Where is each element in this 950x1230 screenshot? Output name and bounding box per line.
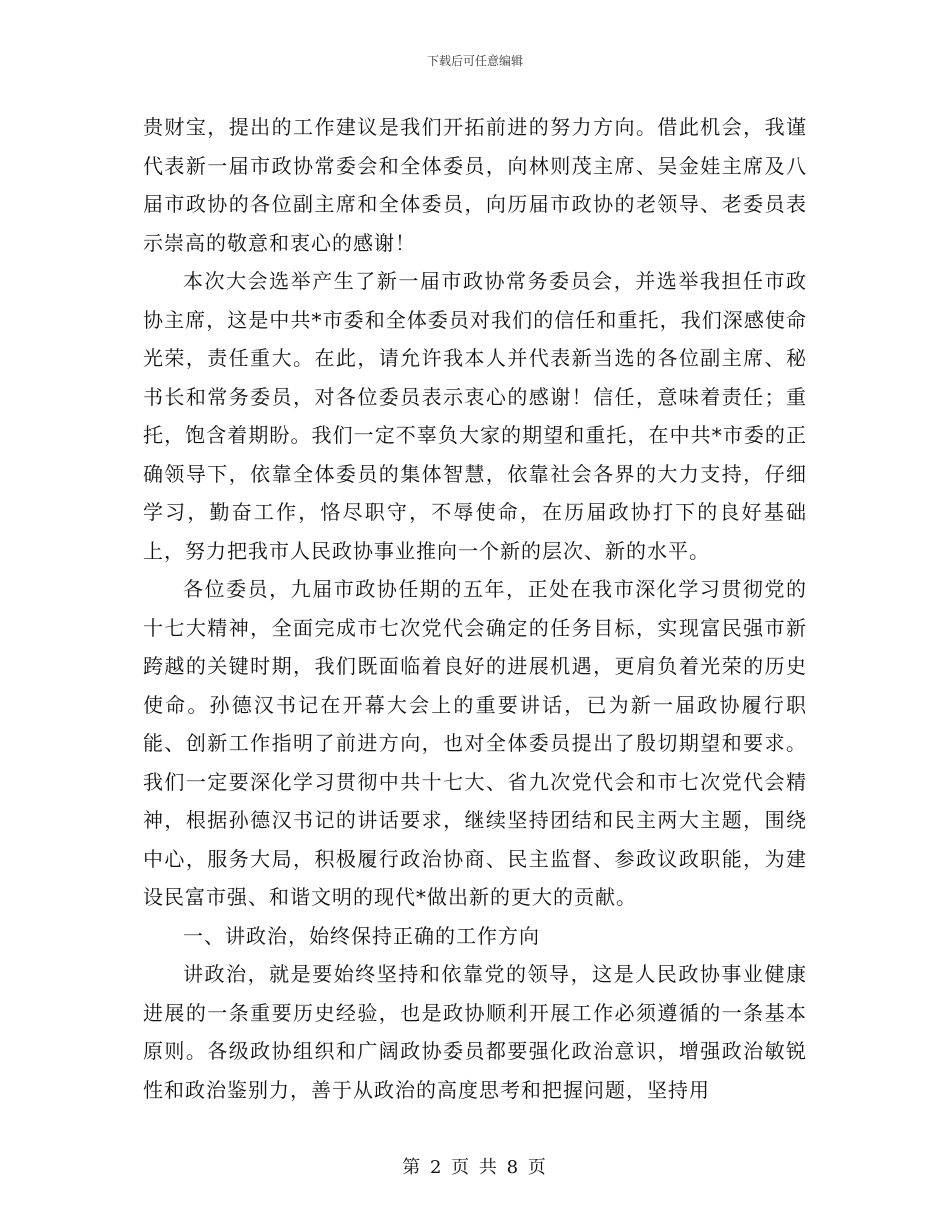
section-heading: 一、讲政治，始终保持正确的工作方向 — [183, 923, 540, 948]
paragraph-1: 贵财宝，提出的工作建议是我们开拓前进的努力方向。借此机会，我谨代表新一届市政协常委会和全体委员，向林则茂主席、吴金娃主席及八届市政协的各位副主席和全体委员，向历届市政协的老领导、老委员表示崇高的敬意和衷心的感谢！ — [143, 115, 807, 255]
paragraph-2: 本次大会选举产生了新一届市政协常务委员会，并选举我担任市政协主席，这是中共*市委和全体委员对我们的信任和重托，我们深感使命光荣，责任重大。在此，请允许我本人并代表新当选的各位副主席、秘书长和常务委员，对各位委员表示衷心的感谢！信任，意味着责任；重托，饱含着期盼。我们一定不辜负大家的期望和重托，在中共*市委的正确领导下，依靠全体委员的集体智慧，依靠社会各界的大力支持，仔细学习，勤奋工作，恪尽职守，不辱使命，在历届政协打下的良好基础上，努力把我市人民政协事业推向一个新的层次、新的水平。 — [143, 269, 807, 563]
paragraph-3: 各位委员，九届市政协任期的五年，正处在我市深化学习贯彻党的十七大精神，全面完成市七次党代会确定的任务目标，实现富民强市新跨越的关键时期，我们既面临着良好的进展机遇，更肩负着光荣的历史使命。孙德汉书记在开幕大会上的重要讲话，已为新一届政协履行职能、创新工作指明了前进方向，也对全体委员提出了殷切期望和要求。我们一定要深化学习贯彻中共十七大、省九次党代会和市七次党代会精神，根据孙德汉书记的讲话要求，继续坚持团结和民主两大主题，围绕中心，服务大局，积极履行政治协商、民主监督、参政议政职能，为建设民富市强、和谐文明的现代*做出新的更大的贡献。 — [143, 577, 807, 909]
document-body — [143, 108, 807, 1109]
paragraph-4: 讲政治，就是要始终坚持和依靠党的领导，这是人民政协事业健康进展的一条重要历史经验，也是政协顺利开展工作必须遵循的一条基本原则。各级政协组织和广阔政协委员都要强化政治意识，增强政治敏锐性和政治鉴别力，善于从政治的高度思考和把握问题，坚持用 — [143, 962, 807, 1102]
page-header-note: 下载后可任意编辑 — [426, 54, 523, 68]
page-number: 第 2 页 共 8 页 — [402, 1157, 548, 1178]
